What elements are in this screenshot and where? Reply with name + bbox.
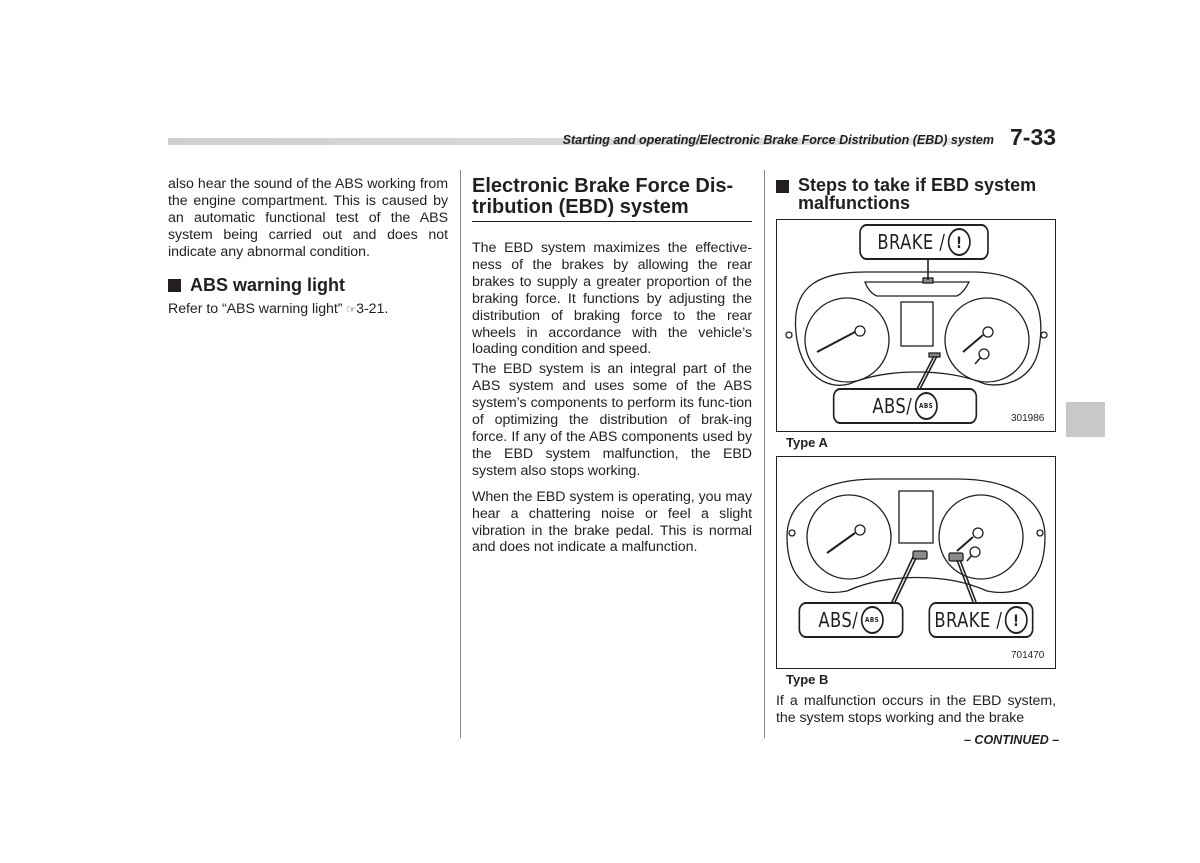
brake-warning-icon: ! [948, 228, 971, 256]
brake-label-text: BRAKE / [934, 608, 1003, 632]
square-bullet-icon [776, 180, 789, 193]
ebd-malfunction-paragraph: If a malfunction occurs in the EBD system, the system stops working and the brake [776, 693, 1056, 726]
figure-type-b [776, 456, 1056, 669]
ebd-section-heading [472, 176, 752, 222]
right-column [776, 176, 1056, 212]
left-column [168, 176, 448, 318]
continued-marker: – CONTINUED – [964, 733, 1060, 747]
ebd-operation-paragraph: When the EBD system is operating, you may hear a chattering noise or feel a slight vibration in the brake pedal. This is normal and does not indicate a malfunction. [472, 488, 752, 556]
ebd-malfunction-heading [776, 176, 1056, 212]
reference-pointer-icon: ☞ [346, 302, 357, 316]
ebd-heading-line2: tribution (EBD) system [472, 196, 689, 218]
page-number: 7-33 [1010, 124, 1057, 150]
figure-code-a: 301986 [1011, 413, 1045, 424]
figure-code-b: 701470 [1011, 650, 1045, 661]
abs-warning-icon: ABS [915, 392, 938, 420]
ebd-abs-integration-paragraph: The EBD system is an integral part of the ABS system and uses some of the ABS system’s components to perform its func-tion of optimizing the distribution of brak-ing force. If any of the ABS components used by the EBD system malfunction, the EBD system also stops working. [472, 361, 752, 479]
column-divider-right [764, 170, 765, 738]
brake-warning-icon: ! [1005, 606, 1028, 634]
brake-warning-label-b [929, 602, 1034, 638]
column-divider-left [460, 170, 461, 738]
ebd-heading-line1: Electronic Brake Force Dis- [472, 175, 734, 197]
abs-label-text: ABS/ [872, 394, 913, 418]
abs-warning-heading-text: ABS warning light [190, 274, 345, 295]
chapter-tab [1066, 402, 1105, 437]
abs-sound-paragraph: also hear the sound of the ABS working from the engine compartment. This is caused by an automatic functional test of the ABS system being carried out and does not indicate any abnormal condition. [168, 176, 448, 260]
abs-warning-label-b [799, 602, 904, 638]
malfunction-heading-line2: malfunctions [798, 193, 911, 213]
abs-warning-icon: ABS [861, 606, 884, 634]
running-header: Starting and operating/Electronic Brake Force Distribution (EBD) system [562, 133, 994, 147]
abs-warning-heading [168, 275, 448, 296]
middle-column [472, 176, 752, 556]
brake-label-text: BRAKE / [877, 230, 946, 254]
abs-warning-label-a [833, 388, 977, 424]
caption-type-b: Type B [786, 672, 829, 687]
abs-warning-reference [168, 301, 448, 319]
square-bullet-icon [168, 279, 181, 292]
figure-type-a [776, 219, 1056, 432]
brake-warning-label-a [859, 224, 989, 260]
malfunction-heading-line1: Steps to take if EBD system [798, 175, 1037, 195]
reference-text: Refer to “ABS warning light” [168, 300, 343, 317]
reference-page-link[interactable]: 3-21. [356, 300, 389, 317]
abs-label-text: ABS/ [818, 608, 859, 632]
ebd-intro-paragraph: The EBD system maximizes the effective-ness of the brakes by allowing the rear brakes to supply a greater proportion of the braking force. It functions by adjusting the distribution of braking force to the rear wheels in accordance with the vehicle’s loading condition and speed. [472, 240, 752, 358]
caption-type-a: Type A [786, 435, 828, 450]
